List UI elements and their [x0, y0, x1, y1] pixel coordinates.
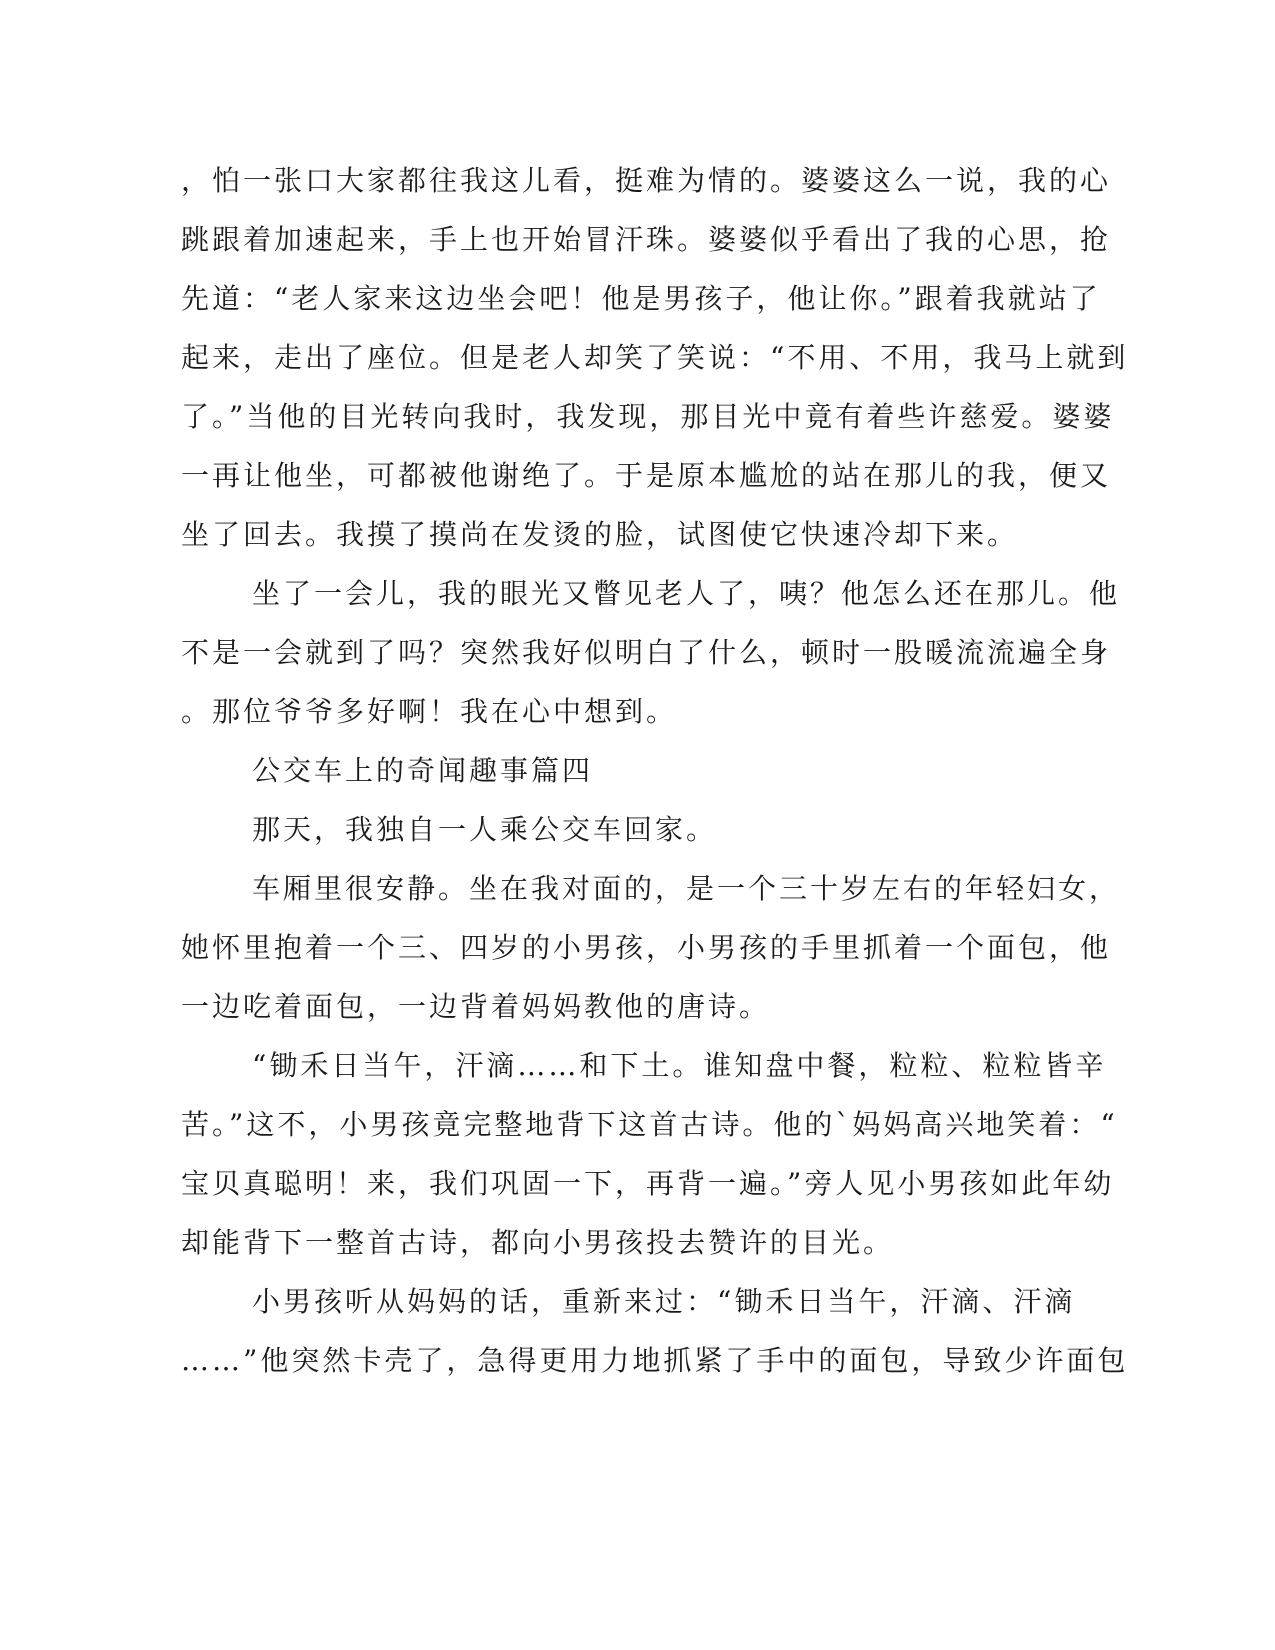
paragraph-line: 那天，我独自一人乘公交车回家。: [252, 813, 718, 846]
paragraph-line: “锄禾日当午，汗滴……和下土。谁知盘中餐，粒粒、粒粒皆辛: [252, 1049, 1107, 1082]
paragraph-line: 坐了一会儿，我的眼光又瞥见老人了，咦？他怎么还在那儿。他: [252, 577, 1121, 610]
paragraph-line: 却能背下一整首古诗，都向小男孩投去赞许的目光。: [181, 1226, 895, 1259]
paragraph-line: 起来，走出了座位。但是老人却笑了笑说：“不用、不用，我马上就到: [181, 341, 1129, 374]
paragraph-line: 。那位爷爷多好啊！我在心中想到。: [181, 695, 678, 728]
paragraph-line: 一边吃着面包，一边背着妈妈教他的唐诗。: [181, 990, 771, 1023]
paragraph-line: 车厢里很安静。坐在我对面的，是一个三十岁左右的年轻妇女，: [252, 872, 1121, 905]
paragraph-line: 苦。”这不，小男孩竟完整地背下这首古诗。他的`妈妈高兴地笑着：“: [181, 1108, 1118, 1141]
paragraph-line: ……”他突然卡壳了，急得更用力地抓紧了手中的面包，导致少许面包: [181, 1344, 1129, 1377]
section-heading: 公交车上的奇闻趣事篇四: [252, 754, 594, 787]
paragraph-line: 小男孩听从妈妈的话，重新来过：“锄禾日当午，汗滴、汗滴: [252, 1285, 1076, 1318]
paragraph-line: 她怀里抱着一个三、四岁的小男孩，小男孩的手里抓着一个面包，他: [181, 931, 1112, 964]
paragraph-line: 宝贝真聪明！来，我们巩固一下，再背一遍。”旁人见小男孩如此年幼: [181, 1167, 1115, 1200]
paragraph-line: 不是一会就到了吗？突然我好似明白了什么，顿时一股暖流流遍全身: [181, 636, 1112, 669]
paragraph-line: 了。”当他的目光转向我时，我发现，那目光中竟有着些许慈爱。婆婆: [181, 400, 1115, 433]
paragraph-line: 跳跟着加速起来，手上也开始冒汗珠。婆婆似乎看出了我的心思，抢: [181, 223, 1112, 256]
paragraph-line: 先道：“老人家来这边坐会吧！他是男孩子，他让你。”跟着我就站了: [181, 282, 1101, 315]
paragraph-line: 坐了回去。我摸了摸尚在发烫的脸，试图使它快速冷却下来。: [181, 518, 1019, 551]
paragraph-line: ，怕一张口大家都往我这儿看，挺难为情的。婆婆这么一说，我的心: [181, 164, 1112, 197]
paragraph-line: 一再让他坐，可都被他谢绝了。于是原本尴尬的站在那儿的我，便又: [181, 459, 1112, 492]
